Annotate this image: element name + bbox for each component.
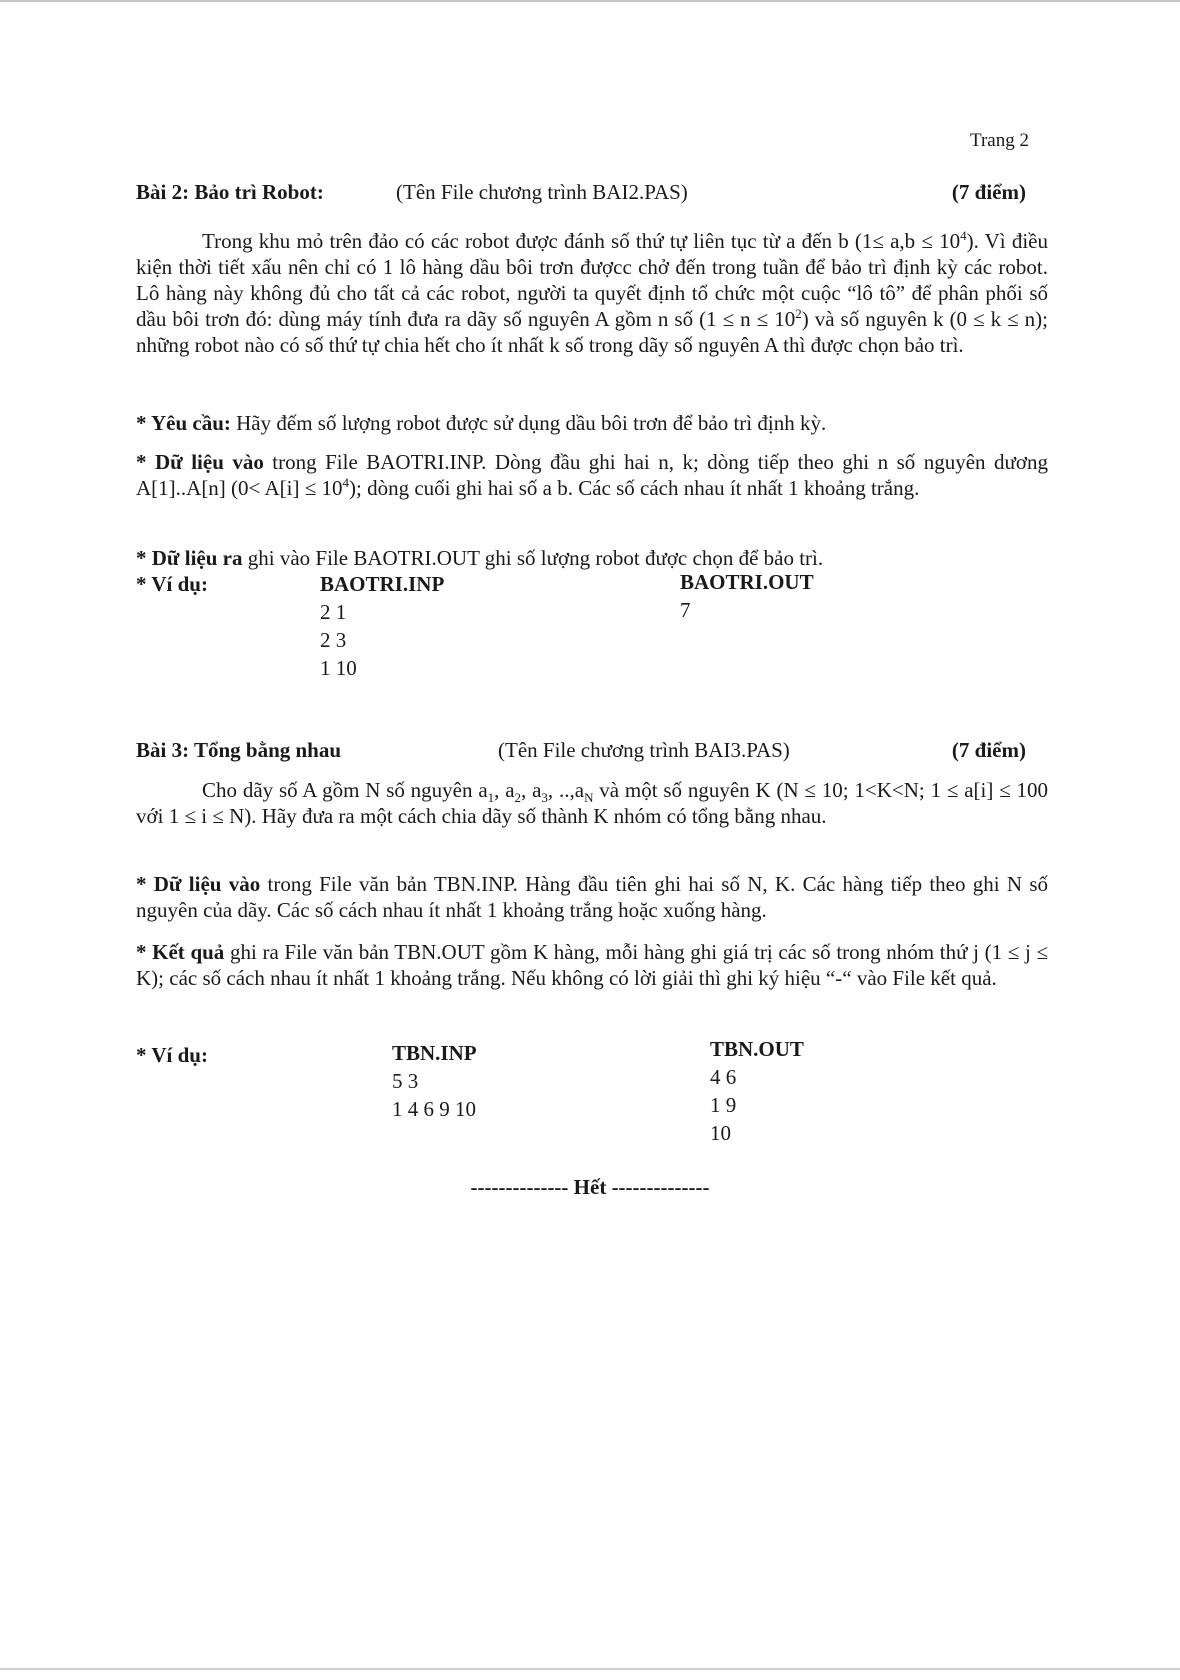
bai2-title: Bài 2: Bảo trì Robot: — [136, 180, 324, 204]
bai3-input-line: 1 4 6 9 10 — [392, 1097, 476, 1121]
bai2-output-filename: BAOTRI.OUT — [680, 570, 814, 594]
bai3-file-name: (Tên File chương trình BAI3.PAS) — [498, 738, 790, 762]
end-marker: -------------- Hết -------------- — [470, 1175, 710, 1199]
bai3-output-filename: TBN.OUT — [710, 1037, 804, 1061]
bai3-intro: Cho dãy số A gồm N số nguyên $a_1$, $a_2$, $a_3$, $..,a_N$ và một số nguyên K (N ≤ 10; 1<K<N; 1 ≤ a[i] ≤ 100 với 1 ≤ i ≤ N). Hãy đưa ra một cách chia dãy số thành K nhóm có tổng bằng nhau. — [136, 778, 1048, 828]
scan-edge-bottom — [0, 1668, 1180, 1670]
bai2-intro: Trong khu mỏ trên đảo có các robot được đánh số thứ tự liên tục từ a đến b $(1\le a,b \le 10^4)$. Vì điều kiện thời tiết xấu nên chỉ có 1 lô hàng dầu bôi trơn đượcc chở đến trong tuần để bảo trì định kỳ các robot. Lô hàng này không đủ cho tất cả các robot, người ta quyết định tổ chức một cuộc “lô tô” để phân phối số dầu bôi trơn đó: dùng máy tính đưa ra dãy số nguyên A gồm n số $(1 \le n \le 10^2)$ và số nguyên k (0 ≤ k ≤ n); những robot nào có số thứ tự chia hết cho ít nhất k số trong dãy số nguyên A thì được chọn bảo trì. — [136, 228, 1048, 357]
bai3-points: (7 điểm) — [951, 738, 1026, 762]
bai2-output-line: 7 — [680, 598, 691, 622]
bai3-output-line: 1 9 — [710, 1093, 737, 1117]
bai2-example-input — [320, 570, 444, 682]
bai3-heading — [136, 738, 1026, 768]
bai2-file-name: (Tên File chương trình BAI2.PAS) — [396, 180, 688, 204]
bai2-requirement: * Yêu cầu: Hãy đếm số lượng robot được sử dụng dầu bôi trơn để bảo trì định kỳ. — [136, 411, 827, 435]
bai3-example-input — [392, 1039, 477, 1123]
bai2-input-line: 2 1 — [320, 600, 347, 624]
bai2-points: (7 điểm) — [951, 180, 1026, 204]
bai2-input-filename: BAOTRI.INP — [320, 572, 445, 596]
bai3-input-line: 5 3 — [392, 1069, 419, 1093]
bai2-input-line: 1 10 — [320, 656, 357, 680]
bai2-output-spec: * Dữ liệu ra ghi vào File BAOTRI.OUT ghi số lượng robot được chọn để bảo trì. — [136, 546, 824, 570]
bai3-output-line: 4 6 — [710, 1065, 737, 1089]
bai3-title: Bài 3: Tổng bằng nhau — [136, 738, 342, 762]
bai2-heading — [136, 180, 1026, 210]
bai3-output-line: 10 — [710, 1121, 731, 1145]
bai3-result-spec: * Kết quả ghi ra File văn bản TBN.OUT gồm K hàng, mỗi hàng ghi giá trị các số trong nhóm thứ j (1 ≤ j ≤ K); các số cách nhau ít nhất 1 khoảng trắng. Nếu không có lời giải thì ghi ký hiệu “-“ vào File kết quả. — [136, 940, 1048, 990]
bai2-input-line: 2 3 — [320, 628, 347, 652]
bai3-example-label: * Ví dụ: — [136, 1043, 208, 1067]
scan-edge-top — [0, 0, 1180, 2]
bai3-input-spec: * Dữ liệu vào trong File văn bản TBN.INP. Hàng đầu tiên ghi hai số N, K. Các hàng tiếp theo ghi N số nguyên của dãy. Các số cách nhau ít nhất 1 khoảng trắng hoặc xuống hàng. — [136, 872, 1048, 922]
bai2-input-spec: * Dữ liệu vào trong File BAOTRI.INP. Dòng đầu ghi hai n, k; dòng tiếp theo ghi n số nguyên dương A[1]..A[n] $(0< A[i] \le 10^4)$; dòng cuối ghi hai số a b. Các số cách nhau ít nhất 1 khoảng trắng. — [136, 450, 1048, 500]
bai2-example-output — [680, 568, 814, 624]
bai3-example-output — [710, 1035, 804, 1147]
bai3-input-filename: TBN.INP — [392, 1041, 477, 1065]
bai2-example-label: * Ví dụ: — [136, 572, 208, 596]
page-number: Trang 2 — [970, 130, 1029, 151]
